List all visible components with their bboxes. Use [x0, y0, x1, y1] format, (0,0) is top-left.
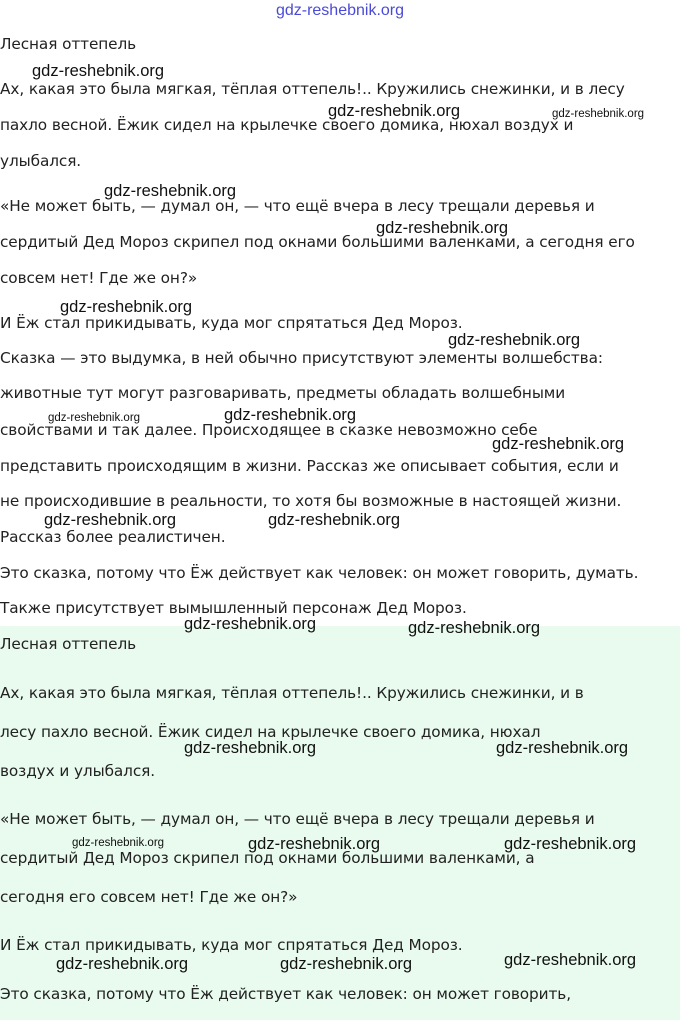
exercise-title: Лесная оттепель — [0, 35, 137, 53]
watermark: gdz-reshebnik.org — [448, 331, 581, 349]
watermark: gdz-reshebnik.org — [408, 619, 541, 637]
exercise-line: животные тут могут разговаривать, предметы обладать волшебными — [0, 384, 566, 402]
exercise-line: не происходившие в реальности, то хотя бы возможные в настоящей жизни. — [0, 492, 622, 510]
exercise-line: Сказка — это выдумка, в ней обычно присутствуют элементы волшебства: — [0, 349, 603, 367]
exercise-line: Это сказка, потому что Ёж действует как человек: он может говорить, думать. — [0, 564, 639, 582]
exercise-line: представить происходящим в жизни. Рассказ же описывает события, если и — [0, 457, 619, 475]
watermark: gdz-reshebnik.org — [44, 511, 177, 529]
watermark: gdz-reshebnik.org — [48, 412, 141, 424]
answer-line: сегодня его совсем нет! Где же он?» — [0, 888, 298, 906]
answer-line: лесу пахло весной. Ёжик сидел на крылечке своего домика, нюхал — [0, 723, 541, 741]
exercise-line: сердитый Дед Мороз скрипел под окнами большими валенками, а сегодня его — [0, 233, 635, 251]
watermark: gdz-reshebnik.org — [376, 219, 509, 237]
watermark: gdz-reshebnik.org — [492, 435, 625, 453]
exercise-line: пахло весной. Ёжик сидел на крылечке своего домика, нюхал воздух и — [0, 116, 574, 134]
exercise-line: Также присутствует вымышленный персонаж Дед Мороз. — [0, 599, 467, 617]
watermark: gdz-reshebnik.org — [56, 955, 189, 973]
answer-line: Ах, какая это была мягкая, тёплая оттепель!.. Кружились снежинки, и в — [0, 684, 584, 702]
watermark: gdz-reshebnik.org — [504, 835, 637, 853]
watermark: gdz-reshebnik.org — [32, 62, 165, 80]
watermark: gdz-reshebnik.org — [184, 615, 317, 633]
watermark: gdz-reshebnik.org — [268, 511, 401, 529]
watermark: gdz-reshebnik.org — [496, 739, 629, 757]
watermark: gdz-reshebnik.org — [328, 102, 461, 120]
watermark: gdz-reshebnik.org — [248, 835, 381, 853]
exercise-line: Ах, какая это была мягкая, тёплая оттепель!.. Кружились снежинки, и в лесу — [0, 80, 625, 98]
site-url[interactable]: gdz-reshebnik.org — [275, 2, 405, 19]
answer-line: И Ёж стал прикидывать, куда мог спрятаться Дед Мороз. — [0, 936, 463, 954]
exercise-line: совсем нет! Где же он?» — [0, 269, 198, 287]
exercise-line: улыбался. — [0, 152, 82, 170]
watermark: gdz-reshebnik.org — [552, 108, 645, 120]
answer-line: Это сказка, потому что Ёж действует как человек: он может говорить, — [0, 985, 571, 1003]
exercise-line: «Не может быть, — думал он, — что ещё вчера в лесу трещали деревья и — [0, 197, 595, 215]
watermark: gdz-reshebnik.org — [104, 182, 237, 200]
watermark: gdz-reshebnik.org — [60, 298, 193, 316]
watermark: gdz-reshebnik.org — [280, 955, 413, 973]
watermark: gdz-reshebnik.org — [224, 406, 357, 424]
exercise-line: свойствами и так далее. Происходящее в сказке невозможно себе — [0, 421, 538, 439]
exercise-line: И Ёж стал прикидывать, куда мог спрятаться Дед Мороз. — [0, 314, 463, 332]
answer-line: сердитый Дед Мороз скрипел под окнами большими валенками, а — [0, 849, 535, 867]
answer-title: Лесная оттепель — [0, 635, 137, 653]
answer-line: воздух и улыбался. — [0, 762, 156, 780]
watermark: gdz-reshebnik.org — [72, 837, 165, 849]
exercise-line: Рассказ более реалистичен. — [0, 528, 226, 546]
watermark: gdz-reshebnik.org — [504, 951, 637, 969]
watermark: gdz-reshebnik.org — [184, 739, 317, 757]
answer-line: «Не может быть, — думал он, — что ещё вчера в лесу трещали деревья и — [0, 810, 595, 828]
